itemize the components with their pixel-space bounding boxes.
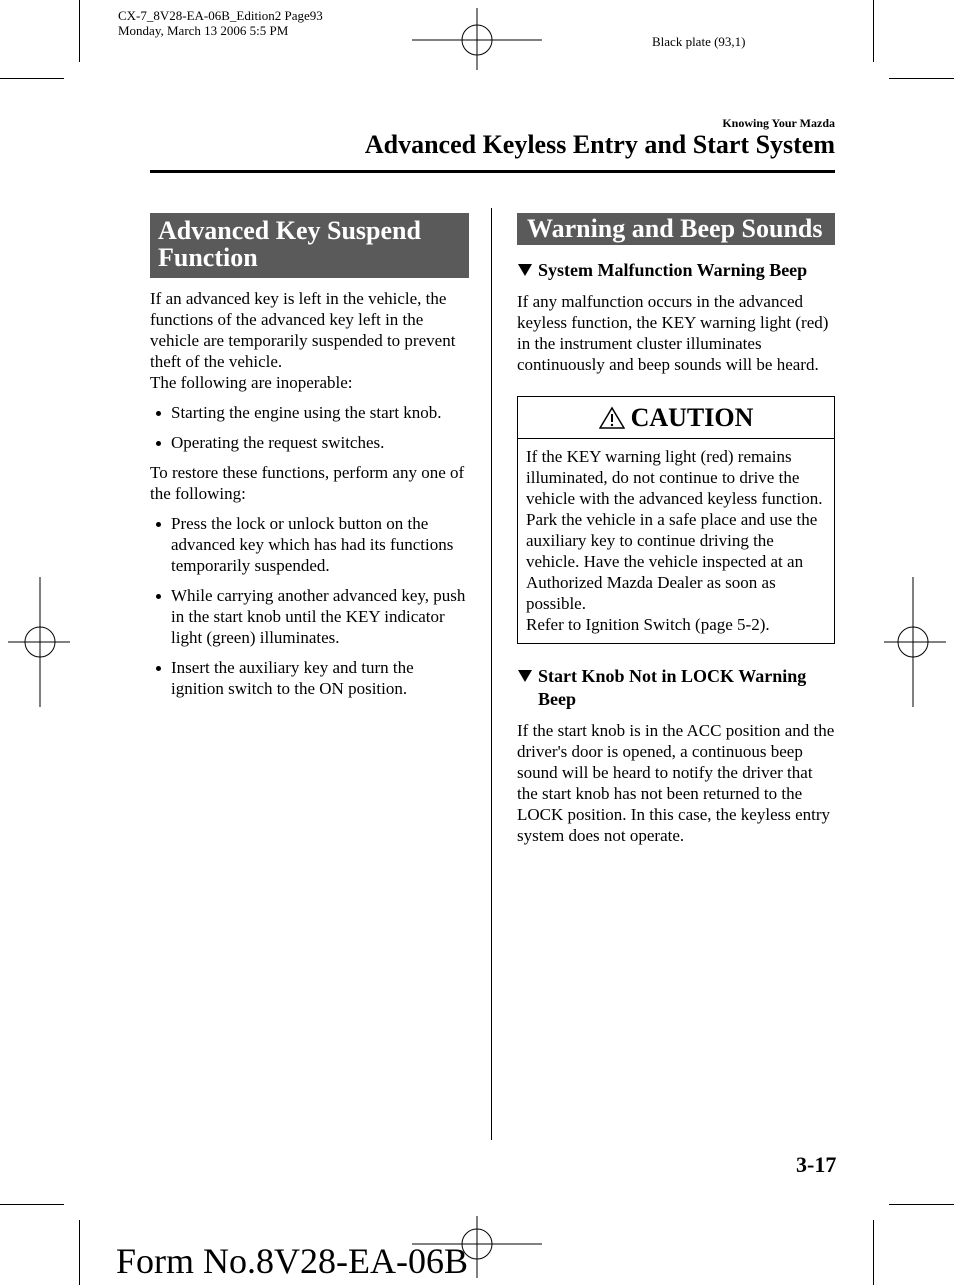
registration-mark xyxy=(8,577,70,707)
subheading-text: System Malfunction Warning Beep xyxy=(538,260,808,280)
list-item: Operating the request switches. xyxy=(150,432,469,453)
left-column xyxy=(150,213,469,699)
subheading-system-malfunction xyxy=(517,259,835,282)
list-item: While carrying another advanced key, push in the start knob until the KEY indicator light (green) illuminates. xyxy=(150,585,469,648)
caution-body xyxy=(518,439,834,643)
crop-mark xyxy=(889,78,954,79)
registration-mark xyxy=(412,8,542,70)
plate-label: Black plate (93,1) xyxy=(652,34,746,49)
triangle-down-icon xyxy=(517,259,538,282)
crop-mark xyxy=(79,1220,80,1285)
crop-mark xyxy=(79,0,80,62)
list-item: Press the lock or unlock button on the advanced key which has had its functions temporarily suspended. xyxy=(150,513,469,576)
column-divider xyxy=(491,208,492,1140)
triangle-down-icon xyxy=(517,665,538,711)
crop-mark xyxy=(889,1204,954,1205)
inoperable-intro: The following are inoperable: xyxy=(150,373,353,392)
inoperable-list xyxy=(150,402,469,453)
section-title: Advanced Keyless Entry and Start System xyxy=(364,130,835,159)
intro-paragraph: If an advanced key is left in the vehicle, the functions of the advanced key left in the vehicle are temporarily suspended to prevent theft of the vehicle. xyxy=(150,289,456,371)
malfunction-paragraph: If any malfunction occurs in the advanced keyless function, the KEY warning light (red) in the instrument cluster illuminates continuously and beep sounds will be heard. xyxy=(517,292,829,374)
crop-mark xyxy=(0,1204,64,1205)
heading-advanced-key-suspend: Advanced Key Suspend Function xyxy=(150,213,469,278)
crop-mark xyxy=(0,78,64,79)
subheading-text: Start Knob Not in LOCK Warning Beep xyxy=(538,666,807,709)
printer-info-file: CX-7_8V28-EA-06B_Edition2 Page93 xyxy=(118,8,323,23)
list-item: Starting the engine using the start knob. xyxy=(150,402,469,423)
start-knob-paragraph: If the start knob is in the ACC position and the driver's door is opened, a continuous beep sound will be heard to notify the driver that the start knob has not been returned to the LOCK position. In this case, the keyless entry system does not operate. xyxy=(517,721,835,845)
caution-text: If the KEY warning light (red) remains illuminated, do not continue to drive the vehicle with the advanced keyless function. Park the vehicle in a safe place and use the auxiliary key to continue driving the vehicle. Have the vehicle inspected at an Authorized Mazda Dealer as soon as possible. xyxy=(526,447,823,613)
heading-warning-beep-sounds: Warning and Beep Sounds xyxy=(517,213,835,245)
list-item: Insert the auxiliary key and turn the ignition switch to the ON position. xyxy=(150,657,469,699)
right-column xyxy=(517,213,835,846)
printer-info xyxy=(118,8,323,38)
form-number: Form No.8V28-EA-06B xyxy=(116,1241,468,1281)
caution-reference: Refer to Ignition Switch (page 5-2). xyxy=(526,615,770,634)
caution-box xyxy=(517,396,835,644)
registration-mark xyxy=(884,577,946,707)
crop-mark xyxy=(873,0,874,62)
header-rule xyxy=(150,170,835,173)
page-number: 3-17 xyxy=(796,1152,837,1177)
printer-info-date: Monday, March 13 2006 5:5 PM xyxy=(118,23,289,38)
restore-intro: To restore these functions, perform any one of the following: xyxy=(150,463,465,503)
caution-title: CAUTION xyxy=(630,402,754,432)
restore-list xyxy=(150,513,469,699)
crop-mark xyxy=(873,1220,874,1285)
subheading-start-knob xyxy=(517,665,835,711)
warning-triangle-icon xyxy=(599,406,625,430)
chapter-label: Knowing Your Mazda xyxy=(722,116,835,130)
caution-header xyxy=(518,397,834,439)
